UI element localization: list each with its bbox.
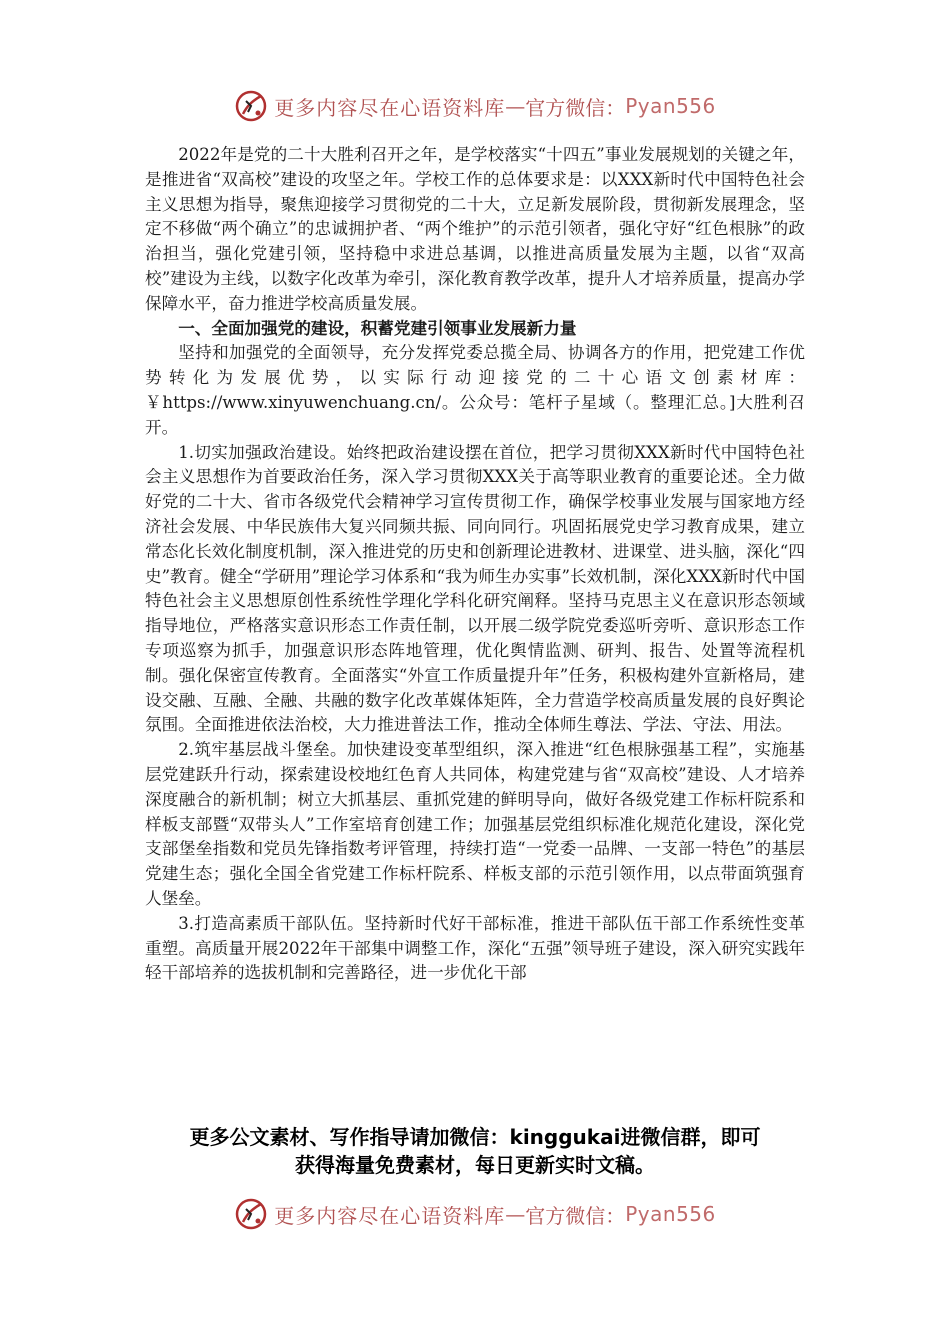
section-heading: 一、全面加强党的建设，积蓄党建引领事业发展新力量 xyxy=(178,318,577,338)
brand-logo-icon xyxy=(234,1197,268,1231)
promo-line-1: 更多公文素材、写作指导请加微信：kinggukai进微信群，即可 xyxy=(189,1125,761,1149)
body-paragraph: 1.切实加强政治建设。始终把政治建设摆在首位，把学习贯彻XXX新时代中国特色社会主义思想作为首要政治任务，深入学习贯彻XXX关于高等职业教育的重要论述。全力做好党的二十大、省市各级党代会精神学习宣传贯彻工作，确保学校事业发展与国家地方经济社会发展、中华民族伟大复兴同频共振、同向同行。巩固拓展党史学习教育成果，建立常态化长效化制度机制，深入推进党的历史和创新理论进教材、进课堂、进头脑，深化“四史”教育。健全“学研用”理论学习体系和“我为师生办实事”长效机制，深化XXX新时代中国特色社会主义思想原创性系统性学理化学科化研究阐释。坚持马克思主义在意识形态领域指导地位，严格落实意识形态工作责任制，以开展二级学院党委巡听旁听、意识形态工作专项巡察为抓手，加强意识形态阵地管理，优化舆情监测、研判、报告、处置等流程机制。强化保密宣传教育。全面落实“外宣工作质量提升年”任务，积极构建外宣新格局，建设交融、互融、全融、共融的数字化改革媒体矩阵，全力营造学校高质量发展的良好舆论氛围。全面推进依法治校，大力推进普法工作，推动全体师生尊法、学法、守法、用法。 xyxy=(145,442,805,735)
intro-paragraph: 2022年是党的二十大胜利召开之年，是学校落实“十四五”事业发展规划的关键之年，是推进省“双高校”建设的攻坚之年。学校工作的总体要求是：以XXX新时代中国特色社会主义思想为指导，聚焦迎接学习贯彻党的二十大，立足新发展阶段，贯彻新发展理念，坚定不移做“两个确立”的忠诚拥护者、“两个维护”的示范引领者，强化守好“红色根脉”的政治担当，强化党建引领，坚持稳中求进总基调，以推进高质量发展为主题，以省“双高校”建设为主线，以数字化改革为牵引，深化教育教学改革，提升人才培养质量，提高办学保障水平，奋力推进学校高质量发展。 xyxy=(145,145,805,313)
banner-separator: — xyxy=(505,1202,526,1226)
top-watermark-banner xyxy=(0,86,950,126)
banner-wechat-id: Pyan556 xyxy=(625,94,716,118)
promo-line-2: 获得海量免费素材，每日更新实时文稿。 xyxy=(295,1153,655,1177)
body-paragraph: 坚持和加强党的全面领导，充分发挥党委总揽全局、协调各方的作用，把党建工作优势转化为发展优势，以实际行动迎接党的二十心语文创素材库：￥https://www.xinyuwenchuang.cn/。公众号：笔杆子星域（。整理汇总。]大胜利召开。 xyxy=(145,343,805,437)
banner-text: 更多内容尽在心语资料库 xyxy=(274,95,506,120)
banner-separator: — xyxy=(505,94,526,118)
document-body xyxy=(145,143,805,986)
body-paragraph: 3.打造高素质干部队伍。坚持新时代好干部标准，推进干部队伍干部工作系统性变革重塑。高质量开展2022年干部集中调整工作，深化“五强”领导班子建设，深入研究实践年轻干部培养的选拔机制和完善路径，进一步优化干部 xyxy=(145,913,805,983)
banner-wechat-id: Pyan556 xyxy=(625,1202,716,1226)
brand-logo-icon xyxy=(234,89,268,123)
banner-wechat-label: 官方微信： xyxy=(525,95,626,120)
body-paragraph: 2.筑牢基层战斗堡垒。加快建设变革型组织，深入推进“红色根脉强基工程”，实施基层党建跃升行动，探索建设校地红色育人共同体，构建党建与省“双高校”建设、人才培养深度融合的新机制；树立大抓基层、重抓党建的鲜明导向，做好各级党建工作标杆院系和样板支部暨“双带头人”工作室培育创建工作；加强基层党组织标准化规范化建设，深化党支部堡垒指数和党员先锋指数考评管理，持续打造“一党委一品牌、一支部一特色”的基层党建生态；强化全国全省党建工作标杆院系、样板支部的示范引领作用，以点带面筑强育人堡垒。 xyxy=(145,740,805,908)
banner-text: 更多内容尽在心语资料库 xyxy=(274,1203,506,1228)
bottom-watermark-banner xyxy=(0,1194,950,1234)
promo-notice xyxy=(0,1123,950,1179)
banner-wechat-label: 官方微信： xyxy=(525,1203,626,1228)
